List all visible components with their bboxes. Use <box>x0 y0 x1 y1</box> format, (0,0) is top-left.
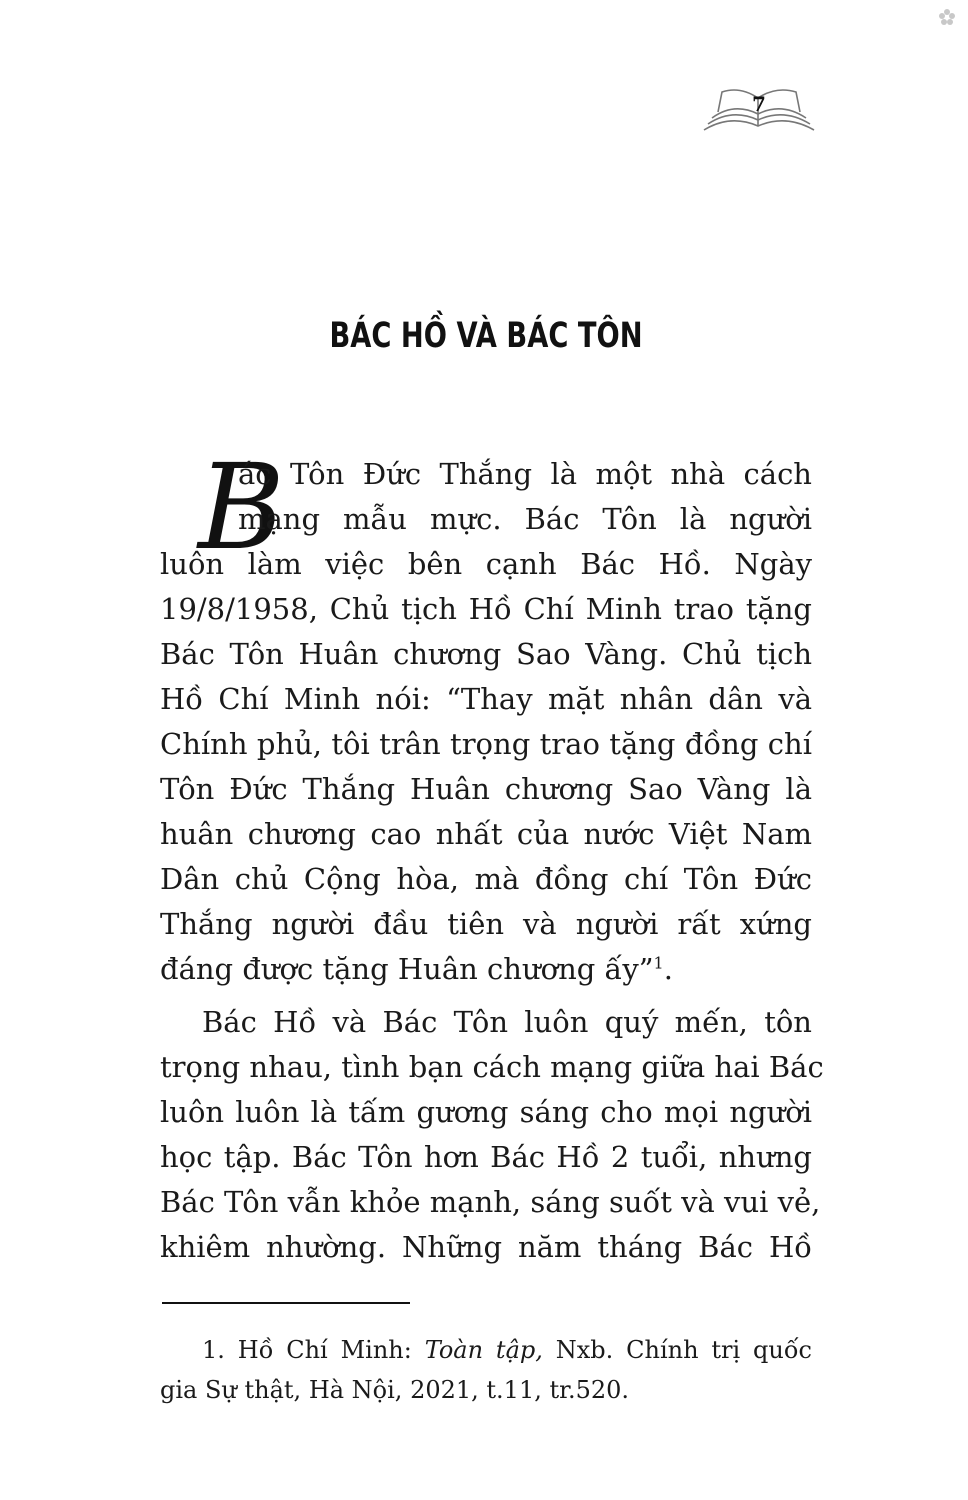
footnote-line <box>160 1330 812 1370</box>
text-line: ác Tôn Đức Thắng là một nhà cách <box>238 457 812 491</box>
footnote-rest: Nxb. Chính trị quốc <box>555 1336 812 1364</box>
footnote-line-2: gia Sự thật, Hà Nội, 2021, t.11, tr.520. <box>160 1376 630 1404</box>
text-line: khiêm nhường. Những năm tháng Bác Hồ <box>160 1230 812 1264</box>
chapter-title: BÁC HỒ VÀ BÁC TÔN <box>329 316 643 356</box>
text-line: Bác Tôn Huân chương Sao Vàng. Chủ tịch <box>160 637 812 671</box>
page-number-badge <box>700 84 818 136</box>
footnote-ref[interactable]: 1 <box>653 953 664 973</box>
text-line: luôn làm việc bên cạnh Bác Hồ. Ngày <box>160 547 812 581</box>
line-end-period: . <box>663 952 673 986</box>
footnote <box>160 1330 812 1410</box>
text-line: 19/8/1958, Chủ tịch Hồ Chí Minh trao tặng <box>160 592 812 626</box>
text-line: mạng mẫu mực. Bác Tôn là người <box>238 502 812 536</box>
text-line: Bác Tôn vẫn khỏe mạnh, sáng suốt và vui vẻ, <box>160 1185 821 1219</box>
page-number: 7 <box>752 92 766 116</box>
text-line: huân chương cao nhất của nước Việt Nam <box>160 817 812 851</box>
drop-cap: B <box>198 438 285 576</box>
text-line: Tôn Đức Thắng Huân chương Sao Vàng là <box>160 772 812 806</box>
text-line: học tập. Bác Tôn hơn Bác Hồ 2 tuổi, nhưng <box>160 1140 812 1174</box>
text-line-last <box>160 947 812 992</box>
text-line: luôn luôn là tấm gương sáng cho mọi người <box>160 1095 812 1129</box>
text-line: đáng được tặng Huân chương ấy” <box>160 952 654 986</box>
body-text <box>160 452 824 1270</box>
text-line: Dân chủ Cộng hòa, mà đồng chí Tôn Đức <box>160 862 812 896</box>
footnote-number: 1. <box>202 1336 225 1364</box>
text-line: Chính phủ, tôi trân trọng trao tặng đồng chí <box>160 727 812 761</box>
footnote-work: Toàn tập, <box>424 1336 543 1364</box>
text-line: Thắng người đầu tiên và người rất xứng <box>160 907 812 941</box>
text-line: Hồ Chí Minh nói: “Thay mặt nhân dân và <box>160 682 812 716</box>
text-line: trọng nhau, tình bạn cách mạng giữa hai Bác <box>160 1050 824 1084</box>
text-line: Bác Hồ và Bác Tôn luôn quý mến, tôn <box>202 1005 812 1039</box>
footnote-author: Hồ Chí Minh: <box>237 1336 412 1364</box>
footnote-divider <box>162 1302 410 1304</box>
flower-icon <box>938 8 956 26</box>
